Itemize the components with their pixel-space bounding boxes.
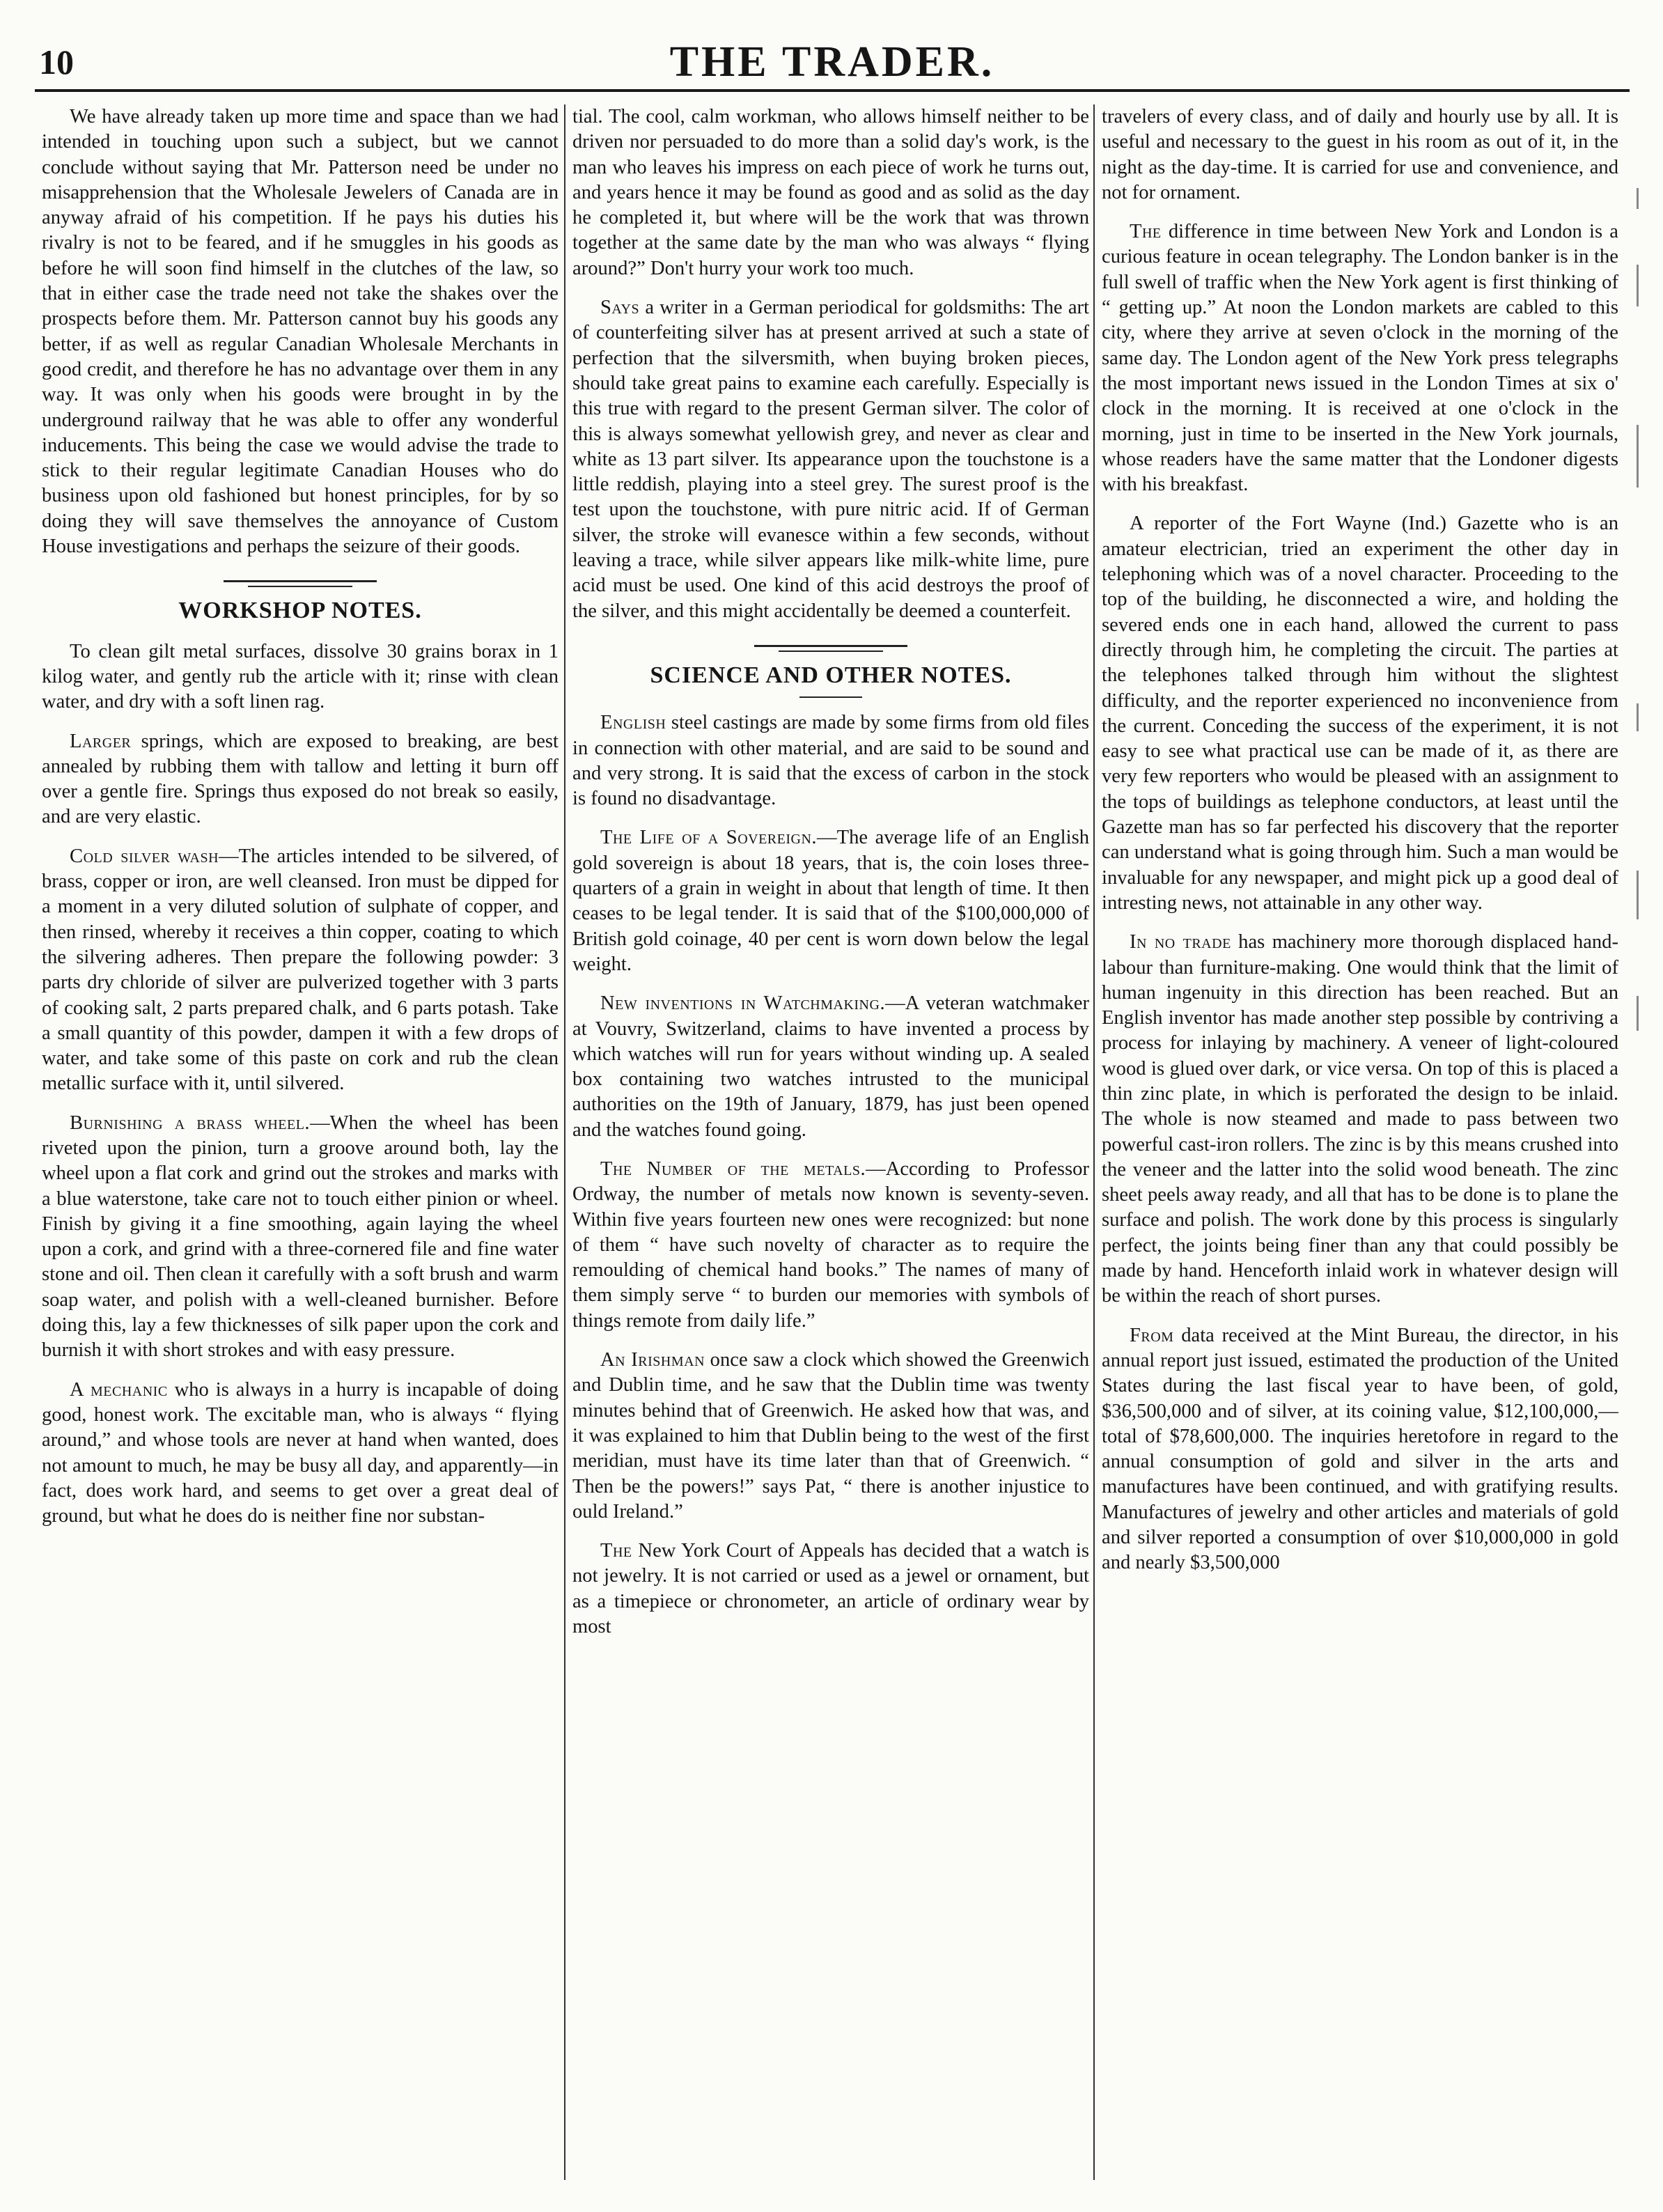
lead-in: A mechanic	[70, 1378, 168, 1401]
editorial-paragraph: We have already taken up more time and space than we had intended in touching upon such a subject, but we cannot conclude without saying that Mr. Patterson need be under no misapprehension that the Wholesale Jewelers of Canada are in anyway afraid of his competition. If he pays his duties his rivalry is not to be feared, and if he smuggles in his goods as before he will soon find himself in the clutches of the law, so that in either case the trade need not take the shakes over the prospects before them. Mr. Patterson cannot buy his goods any better, if as well as regular Canadian Wholesale Merchants in good credit, and therefore he has no advantage over them in any way. It was only when his goods were brought in by the underground railway that he was able to offer any wonderful inducements. This being the case we would advise the trade to stick to their regular legitimate Canadian Houses who do business upon old fashioned but honest principles, for by so doing they will save themselves the annoyance of Custom House investigations and perhaps the seizure of their goods.	[42, 106, 559, 558]
paragraph-german-silver: Says a writer in a German periodical for goldsmiths: The art of counterfeiting silver has at present arrived at such a state of perfection that the silversmith, when buying broken pieces, should take great pains to examine each carefully. Especially is this true with regard to the present German silver. The color of this is always somewhat yellowish grey, and never as clear and white as 13 part silver. Its appearance upon the touchstone is a little reddish, playing into a steel grey. The surest proof is the test upon the touchstone, with pure nitric acid. If of German silver, the stroke will evanesce within a few seconds, without leaving a trace, while silver appears like milk-white lime, pure acid must be used. One kind of this acid destroys the proof of the silver, and this might accidentally be deemed a counterfeit.	[572, 297, 1089, 622]
lead-in: The	[1130, 221, 1162, 243]
lead-in: The Number of the metals.	[600, 1158, 866, 1180]
scan-mark	[1637, 996, 1639, 1031]
scan-mark	[1637, 703, 1639, 731]
lead-in: Cold silver wash	[70, 845, 219, 867]
heading-underline	[799, 696, 862, 698]
paragraph-mechanic: A mechanic who is always in a hurry is incapable of doing good, honest work. The excitable man, who is always “ flying around,” and whose tools are never at hand when wanted, does not amount to much, he may be busy all day, and apparently—in fact, does work hard, and seems to get over a great deal of ground, but what he does do is neither fine nor substan-	[42, 1378, 559, 1527]
lead-in: In no trade	[1130, 931, 1231, 953]
scan-mark	[1637, 265, 1639, 306]
paragraph-burnishing: Burnishing a brass wheel.—When the wheel has been riveted upon the pinion, turn a groove around both, lay the wheel upon a flat cork and grind out the strokes and marks with a blue waterstone, take care not to touch either pinion or wheel. Finish by giving it a fine smoothing, again laying the wheel upon a cork, and grind with a three-cornered file and fine water stone and oil. Then clean it carefully with a soft brush and warm soap water, and polish with a well-cleaned burnisher. Before doing this, lay a few thicknesses of silk paper upon the cork and burnish it with short strokes and with easy pressure.	[42, 1112, 559, 1362]
lead-in: An Irishman	[600, 1349, 705, 1371]
section-ornament	[754, 645, 907, 652]
column-rule	[1093, 104, 1095, 2180]
lead-in: Larger	[70, 730, 132, 752]
lead-in: New inventions in Watchmaking.	[600, 992, 886, 1015]
paragraph-ocean-telegraphy: The difference in time between New York and London is a curious feature in ocean telegraphy. The London banker is in the full swell of traffic when the New York agent is first thinking of “ getting up.” At noon the London markets are cabled to this city, where they arrive at seven o'clock in the morning of the same day. The London agent of the New York press telegraphs the most important news issued in the London Times at six o' clock in the morning. It is received at one o'clock in the morning, just in time to be inserted in the New York journals, whose readers have the same matter that the Londoner digests with his breakfast.	[1102, 221, 1618, 496]
paragraph-inlaying-machinery: In no trade has machinery more thorough displaced hand-labour than furniture-making. One would think that the limit of human ingenuity in this direction has been reached. But an English inventor has made another step possible by contriving a process for inlaying by machinery. A veneer of light-coloured wood is glued over dark, or vice versa. On top of this is placed a thin zinc plate, in which is perforated the design to be inlaid. The whole is now steamed and made to pass between two powerful cast-iron rollers. The zinc is by this means crushed into the veneer and the latter into the solid wood beneath. The zinc sheet peels away ready, and all that has to be done is to plane the surface and polish. The work done by this process is singularly perfect, the joints being finer than any that could possibly be made by hand. Henceforth inlaid work in whatever design will be within the reach of short purses.	[1102, 931, 1618, 1307]
paragraph-cold-silver-wash: Cold silver wash—The articles intended to be silvered, of brass, copper or iron, are well cleansed. Iron must be dipped for a moment in a very diluted solution of sulphate of copper, and then rinsed, whereby it receives a thin copper, coating to which the silvering adheres. Then prepare the following powder: 3 parts dry chloride of silver are pulverized together with 3 parts of cooking salt, 2 parts prepared chalk, and 6 parts potash. Take a small quantity of this powder, dampen it with a few drops of water, and take some of this paste on cork and rub the clean metallic surface with it, until silvered.	[42, 845, 559, 1095]
paragraph-metals: The Number of the metals.—According to Professor Ordway, the number of metals now known is seventy-seven. Within five years fourteen new ones were recognized: but none of them “ have such novelty of character as to require the remoulding of chemical hand books.” The names of many of them simply serve “ to burden our memories with symbols of things remote from daily life.”	[572, 1158, 1089, 1332]
lead-in: English	[600, 712, 666, 734]
masthead	[35, 29, 1630, 92]
paragraph-irishman: An Irishman once saw a clock which showed the Greenwich and Dublin time, and he saw that the Dublin time was twenty minutes behind that of Greenwich. He asked how that was, and it was explained to him that Dublin being to the west of the first meridian, must have its time later than that of Greenwich. “ Then be the powers!” says Pat, “ there is another injustice to ould Ireland.”	[572, 1349, 1089, 1522]
lead-in: Says	[600, 297, 640, 319]
column-3	[1102, 104, 1618, 2187]
column-2	[572, 104, 1089, 2187]
paragraph-sovereign: The Life of a Sovereign.—The average life of an English gold sovereign is about 18 years, that is, the coin loses three-quarters of a grain in weight in about that length of time. It then ceases to be legal tender. It is said that of the $100,000,000 of British gold coinage, 40 per cent is worn down below the legal weight.	[572, 827, 1089, 975]
paragraph-mint-bureau: From data received at the Mint Bureau, the director, in his annual report just issued, estimated the production of the United States during the last fiscal year to have been, of gold, $36,500,000 and of silver, at its coining value, $12,100,000,— total of $78,600,000. The inquiries heretofore in regard to the annual consumption of gold and silver in the arts and manufactures have been continued, and with gratifying results. Manufactures of jewelry and other articles and materials of gold and silver reported a consumption of over $10,000,000 in gold and nearly $3,500,000	[1102, 1324, 1618, 1574]
column-rule	[564, 104, 565, 2180]
column-1	[42, 104, 559, 2187]
lead-in: The	[600, 1540, 632, 1562]
margin-scan-marks	[1630, 174, 1655, 1080]
lead-in: The Life of a Sovereign.	[600, 827, 818, 849]
paragraph-continued: travelers of every class, and of daily and hourly use by all. It is useful and necessary to the guest in his room as out of it, in the night as the day-time. It is carried for use and convenience, and not for ornament.	[1102, 106, 1618, 203]
section-heading-workshop-notes: WORKSHOP NOTES.	[178, 598, 422, 624]
scan-mark	[1637, 425, 1639, 488]
scan-mark	[1637, 188, 1639, 209]
lead-in: Burnishing a brass wheel.	[70, 1112, 311, 1134]
lead-in: From	[1130, 1324, 1174, 1346]
section-heading-science-notes: SCIENCE AND OTHER NOTES.	[650, 662, 1012, 688]
paragraph-steel-castings: English steel castings are made by some firms from old files in connection with other material, and are said to be sound and and very strong. It is said that the excess of carbon in the stock is found no disadvantage.	[572, 712, 1089, 810]
paragraph-springs: Larger springs, which are exposed to breaking, are best annealed by rubbing them with tallow and letting it burn off over a gentle fire. Springs thus exposed do not break so easily, and are very elastic.	[42, 730, 559, 828]
paragraph-gilt-metal: To clean gilt metal surfaces, dissolve 30 grains borax in 1 kilog water, and gently rub the article with it; rinse with clean water, and dry with a soft linen rag.	[42, 640, 559, 713]
page-number: 10	[39, 42, 74, 81]
paragraph-court-of-appeals: The New York Court of Appeals has decided that a watch is not jewelry. It is not carried or used as a jewel or ornament, but as a timepiece or chronometer, an article of ordinary wear by most	[572, 1540, 1089, 1638]
scan-mark	[1637, 871, 1639, 919]
section-ornament	[224, 580, 377, 587]
newspaper-title: THE TRADER.	[669, 38, 995, 86]
paragraph-watchmaking: New inventions in Watchmaking.—A veteran watchmaker at Vouvry, Switzerland, claims to have invented a process by which watches will run for years without winding up. A sealed box containing two watches intrusted to the municipal authorities on the 19th of January, 1879, has just been opened and the watches found going.	[572, 992, 1089, 1141]
paragraph-reporter-electrician: A reporter of the Fort Wayne (Ind.) Gazette who is an amateur electrician, tried an experiment the other day in telephoning which was of a novel character. Proceeding to the top of the building, he disconnected a wire, and holding the severed ends one in each hand, allowed the current to pass directly through him, he completing the circuit. The parties at the telephones talked through him without the slightest difficulty, and the reporter experienced no inconvenience from the current. Conceding the success of the experiment, it is not easy to see what practical use can be made of it, as there are very few reporters who would be pleased with an assignment to the tops of buildings as telephone conductors, at least until the Gazette man has so far perfected his discovery that the reporter can understand what is going through him. Such a man would be invaluable for any newspaper, and might pick up a good deal of intresting news, not attainable in any other way.	[1102, 513, 1618, 914]
paragraph-continued: tial. The cool, calm workman, who allows himself neither to be driven nor persuaded to do more than a solid day's work, is the man who leaves his impress on each piece of work he turns out, and years hence it may be found as good and as solid as the day he completed it, but where will be the work that was thrown together at the same date by the man who was always “ flying around?” Don't hurry your work too much.	[572, 106, 1089, 279]
